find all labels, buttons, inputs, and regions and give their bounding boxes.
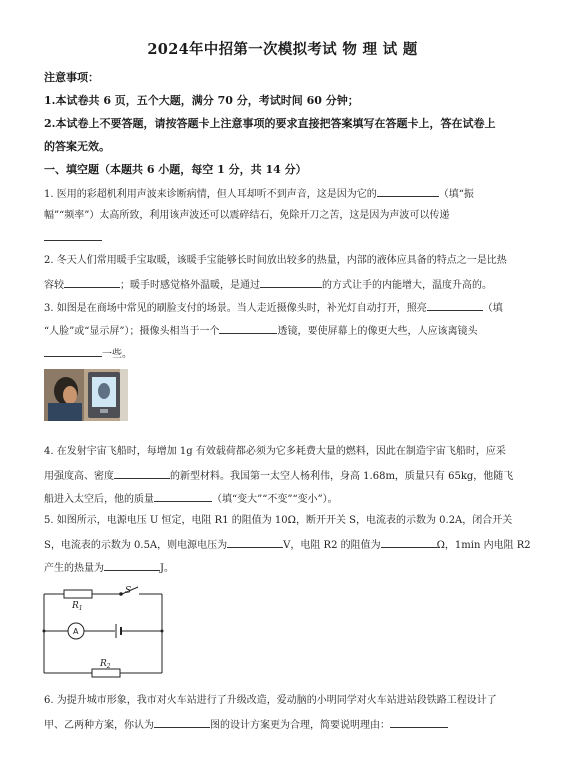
switch-label: S bbox=[125, 586, 132, 596]
question-6-line1: 6. 为提升城市形象，我市对火车站进行了升级改造，爱动脑的小明同学对火车站进站段铁路工程设计了 bbox=[44, 695, 497, 706]
answer-blank bbox=[44, 230, 102, 241]
notice-item-1: 1.本试卷共 6 页，五个大题，满分 70 分，考试时间 60 分钟； bbox=[44, 94, 359, 107]
question-5-text-e: J。 bbox=[160, 563, 175, 574]
question-3-text-d: 透镜，要使屏幕上的像更大些，人应该离镜头 bbox=[277, 326, 478, 337]
question-3-text-b: （填 bbox=[482, 303, 503, 314]
question-1-text-b: （填“振 bbox=[438, 189, 474, 200]
answer-blank bbox=[44, 346, 102, 357]
question-5-text-a: S，电流表的示数为 0.5A，则电源电压为 bbox=[44, 540, 228, 551]
question-3-text-e: 一些。 bbox=[102, 349, 132, 360]
question-4-line3 bbox=[44, 491, 524, 506]
circuit-diagram bbox=[38, 582, 168, 682]
question-1-line1 bbox=[44, 186, 524, 201]
answer-blank bbox=[427, 300, 483, 311]
notice-heading: 注意事项： bbox=[44, 71, 99, 84]
question-2-line2 bbox=[44, 277, 524, 292]
question-2-line1: 2. 冬天人们常用暖手宝取暖，该暖手宝能够长时间放出较多的热量，内部的液体应具备的特点之一是比热 bbox=[44, 255, 507, 266]
answer-blank bbox=[377, 186, 439, 197]
answer-blank bbox=[154, 717, 210, 728]
answer-blank bbox=[154, 491, 212, 502]
question-5-text-b: V，电阻 R2 的阻值为 bbox=[283, 540, 381, 551]
question-4-line2 bbox=[44, 468, 524, 483]
answer-blank bbox=[219, 323, 277, 334]
question-3-line1 bbox=[44, 300, 524, 315]
answer-blank bbox=[227, 537, 283, 548]
question-3-text-c: “人脸”或“显示屏”）；摄像头相当于一个 bbox=[44, 326, 220, 337]
question-5-line2 bbox=[44, 537, 531, 552]
question-4-text-d: （填“变大”“不变”“变小”）。 bbox=[212, 494, 338, 505]
r1-label: $R_1$ bbox=[72, 601, 83, 612]
resistor-r1 bbox=[64, 590, 92, 598]
question-2-text-a: 容较 bbox=[44, 280, 64, 291]
r2-label: $R_2$ bbox=[100, 659, 111, 670]
face-payment-photo bbox=[44, 369, 128, 421]
ammeter-label: A bbox=[73, 627, 79, 636]
answer-blank bbox=[390, 717, 448, 728]
answer-blank bbox=[104, 560, 160, 571]
answer-blank bbox=[114, 468, 170, 479]
resistor-r2 bbox=[92, 669, 120, 677]
question-3-line3 bbox=[44, 346, 524, 361]
answer-blank bbox=[260, 277, 322, 288]
answer-blank bbox=[381, 537, 437, 548]
question-6-line2 bbox=[44, 717, 524, 732]
question-1-text-a: 1. 医用的彩超机利用声波来诊断病情，但人耳却听不到声音，这是因为它的 bbox=[44, 189, 377, 200]
question-6-text-a: 甲、乙两种方案，你认为 bbox=[44, 720, 154, 731]
question-5-line1: 5. 如图所示，电源电压 U 恒定，电阻 R1 的阻值为 10Ω，断开开关 S，电流表的示数为 0.2A，闭合开关 bbox=[44, 515, 513, 526]
question-4-line1: 4. 在发射宇宙飞船时，每增加 1g 有效载荷都必须为它多耗费大量的燃料，因此在制造宇宙飞船时，应采 bbox=[44, 446, 506, 457]
question-3-line2 bbox=[44, 323, 524, 338]
question-4-text-b: 的新型材料。我国第一太空人杨利伟，身高 1.68m，质量只有 65kg，他随飞 bbox=[170, 471, 514, 482]
exam-title: 2024年中招第一次模拟考试 物 理 试 题 bbox=[147, 41, 418, 58]
question-5-text-c: Ω，1min 内电阻 R2 bbox=[436, 540, 531, 551]
question-6-text-b: 图的设计方案更为合理，简要说明理由： bbox=[210, 720, 390, 731]
notice-item-2-line1: 2.本试卷上不要答题，请按答题卡上注意事项的要求直接把答案填写在答题卡上，答在试卷上 bbox=[44, 117, 496, 130]
notice-item-2-line2: 的答案无效。 bbox=[44, 140, 110, 153]
question-3-text-a: 3. 如图是在商场中常见的刷脸支付的场景。当人走近摄像头时，补光灯自动打开，照亮 bbox=[44, 303, 427, 314]
answer-blank bbox=[64, 277, 120, 288]
question-5-text-d: 产生的热量为 bbox=[44, 563, 104, 574]
question-2-text-b: ；暖手时感觉格外温暖，是通过 bbox=[120, 280, 260, 291]
question-4-text-c: 船进入太空后，他的质量 bbox=[44, 494, 154, 505]
question-2-text-c: 的方式让手的内能增大，温度升高的。 bbox=[322, 280, 492, 291]
question-1-line2: 幅”“频率”）太高所致，利用该声波还可以震碎结石，免除开刀之苦，这是因为声波可以传递 bbox=[44, 210, 450, 221]
question-1-line3 bbox=[44, 230, 524, 245]
question-4-text-a: 用强度高、密度 bbox=[44, 471, 114, 482]
section-fill-blank-heading: 一、填空题（本题共 6 小题，每空 1 分，共 14 分） bbox=[44, 163, 307, 176]
question-5-line3 bbox=[44, 560, 524, 575]
